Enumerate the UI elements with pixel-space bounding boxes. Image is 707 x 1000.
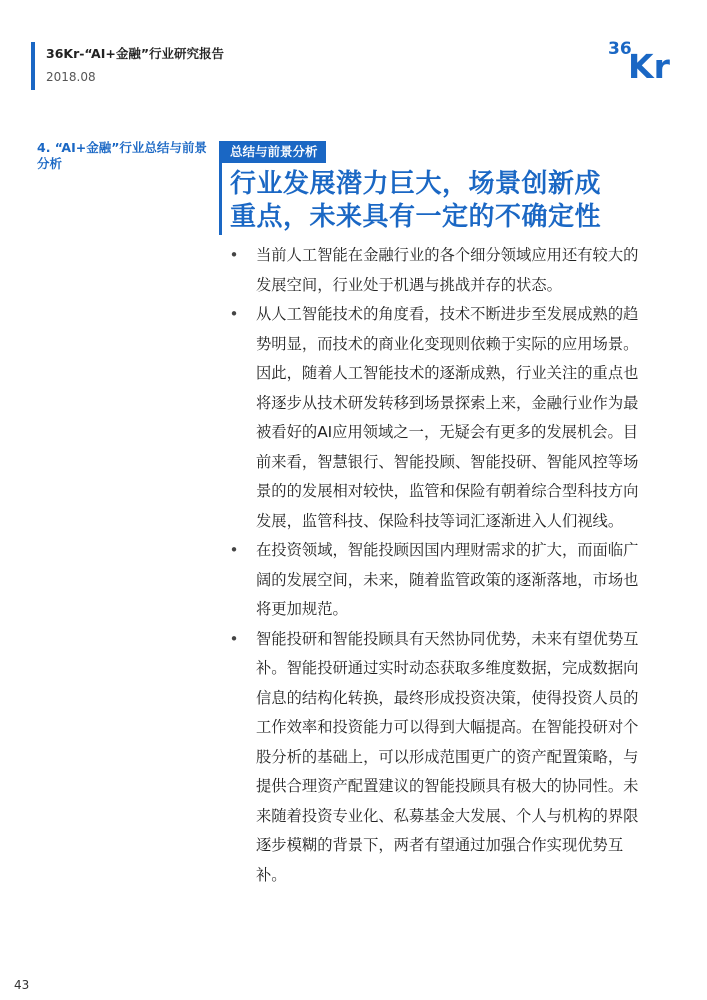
report-date: 2018.08 (46, 70, 96, 84)
36kr-logo (608, 36, 680, 80)
main-heading (230, 168, 670, 234)
page-number: 43 (14, 978, 30, 992)
svg-text:36: 36 (608, 39, 632, 59)
bullet-marker: • (229, 246, 239, 264)
summary-bullet-list (228, 241, 648, 890)
bullet-marker: • (229, 629, 239, 648)
bullet-item (228, 625, 648, 891)
svg-text:Kr: Kr (628, 47, 670, 80)
main-heading-line-1: 行业发展潜力巨大，场景创新成 (230, 169, 602, 199)
report-title: 36Kr-“AI+金融”行业研究报告 (46, 46, 225, 61)
header-accent-bar (31, 42, 35, 90)
section-side-heading: 4. “AI+金融”行业总结与前景分析 (37, 140, 207, 171)
bullet-marker: • (229, 541, 239, 559)
bullet-text: 当前人工智能在金融行业的各个细分领域应用还有较大的发展空间，行业处于机遇与挑战并存的状态。 (256, 246, 639, 294)
bullet-text: 智能投研和智能投顾具有天然协同优势，未来有望优势互补。智能投研通过实时动态获取多维度数据，完成数据向信息的结构化转换，最终形成投资决策，使得投资人员的工作效率和投资能力可以得到大幅提高。在智能投研对个股分析的基础上，可以形成范围更广的资产配置策略，与提供合理资产配置建议的智能投顾具有极大的协同性。未来随着投资专业化、私募基金大发展、个人与机构的界限逐步模糊的背景下，两者有望通过加强合作实现优势互补。 (256, 629, 639, 884)
bullet-item (228, 536, 648, 625)
bullet-marker: • (229, 305, 239, 323)
bullet-text: 从人工智能技术的角度看，技术不断进步至发展成熟的趋势明显，而技术的商业化变现则依赖于实际的应用场景。因此，随着人工智能技术的逐渐成熟，行业关注的重点也将逐步从技术研发转移到场景探索上来，金融行业作为最被看好的AI应用领域之一，无疑会有更多的发展机会。目前来看，智慧银行、智能投顾、智能投研、智能风控等场景的的发展相对较快，监管和保险有朝着综合型科技方向发展，监管科技、保险科技等词汇逐渐进入人们视线。 (256, 305, 639, 530)
bullet-item (228, 300, 648, 536)
bullet-item (228, 241, 648, 300)
main-heading-line-2: 重点，未来具有一定的不确定性 (230, 202, 602, 232)
bullet-text: 在投资领域，智能投顾因国内理财需求的扩大，而面临广阔的发展空间，未来，随着监管政策的逐渐落地，市场也将更加规范。 (256, 541, 639, 618)
section-tag: 总结与前景分析 (222, 141, 326, 163)
